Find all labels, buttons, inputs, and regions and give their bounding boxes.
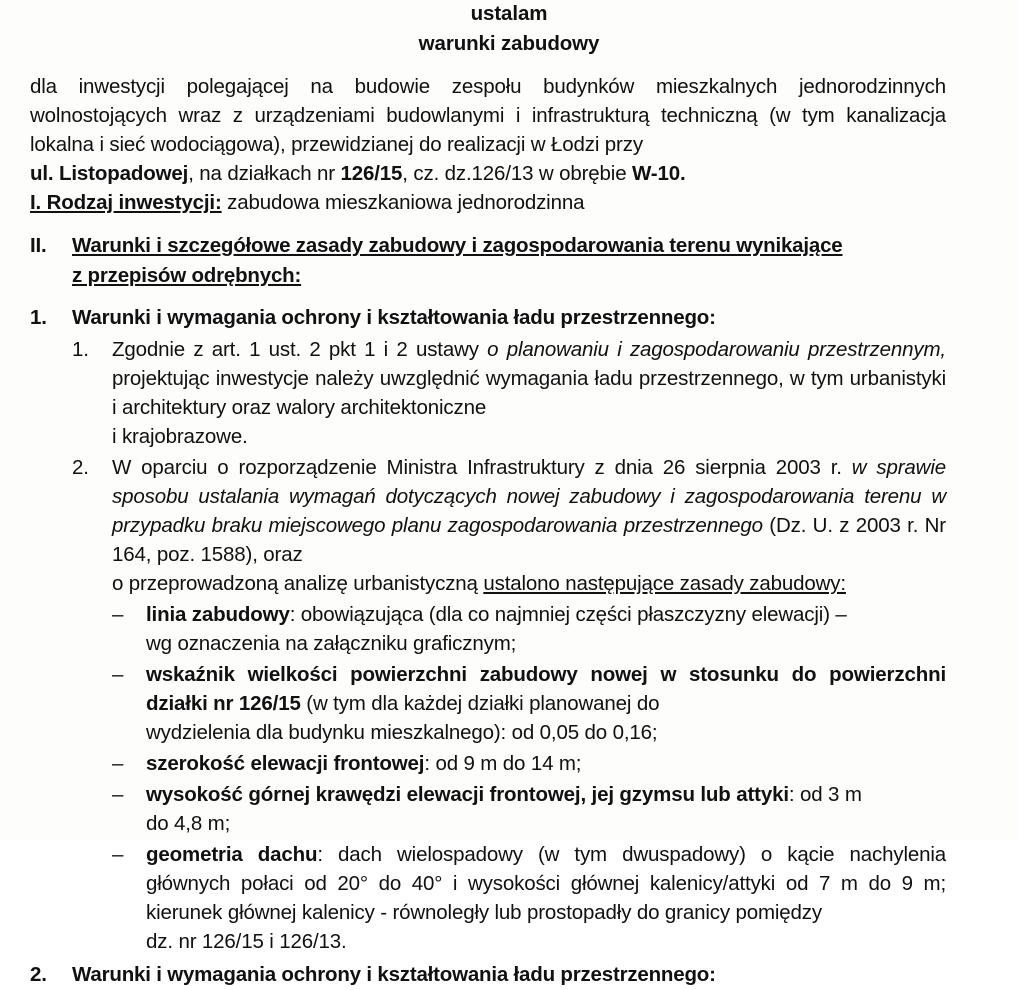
rodzaj-inwestycji-line [30,188,988,217]
item-1-sub-2-marker: 2. [72,456,89,479]
sub-2-underlined-phrase: ustalono następujące zasady zabudowy: [483,572,846,595]
bullet-geometria-dachu [112,840,946,956]
sub-2-part-b: (Dz. U. z 2003 r. Nr 164, poz. 1588), oraz [112,514,946,566]
document-title-line-2: warunki zabudowy [418,32,600,55]
bullet-szerokosc-elewacji-body [146,749,946,778]
clipped-next-item-text: Warunki i wymagania ochrony i kształtowania ładu przestrzennego: [72,963,716,986]
intro-line-2: wolnostojących wraz z urządzeniami budowlanymi i infrastrukturą techniczną (w tym [30,104,835,127]
sub-1-part-a: Zgodnie z art. 1 ust. 2 pkt 1 i 2 ustawy [112,338,488,361]
bullet-wysokosc-krawedzi-body [146,780,946,838]
sub-2-italic-citation: w sprawie sposobu ustalania wymagań dotyczących nowej zabudowy i zagospodarowania terenu w przypadku braku miejscowego planu zagospodarowania przestrzennego [112,456,946,537]
item-1-sub-1 [72,335,946,451]
bullet-wskaznik-wielkosci-label: wskaźnik wielkości powierzchni zabudowy nowej w stosunku do powierzchni działki nr 126/15 [146,663,946,715]
intro-line-4-mid-2: , cz. dz.126/13 w obrębie [402,162,632,185]
section-ii-line-2: z przepisów odrębnych: [72,264,302,287]
item-1-marker: 1. [30,306,47,329]
bullet-wysokosc-krawedzi-last: do 4,8 m; [146,812,231,835]
bullet-linia-zabudowy-body [146,600,946,658]
bullet-geometria-dachu-label: geometria dachu [146,843,318,866]
item-1-sub-2 [72,453,946,598]
bullet-linia-zabudowy-label: linia zabudowy [146,603,290,626]
dash-marker: – [112,603,124,626]
bullet-geometria-dachu-body [146,840,946,956]
street-name: ul. Listopadowej [30,162,189,185]
bullet-wysokosc-krawedzi-text: : od 3 m [788,783,862,806]
bullet-wysokosc-krawedzi-label: wysokość górnej krawędzi elewacji frontowej, jej gzymsu lub attyki [146,783,789,806]
sub-1-part-c: i krajobrazowe. [112,425,248,448]
bullet-wskaznik-wielkosci-text: (w tym dla każdej działki planowanej do [300,692,660,715]
bullet-linia-zabudowy-last: wg oznaczenia na załączniku graficznym; [146,632,517,655]
bullet-wskaznik-wielkosci-body [146,660,946,747]
section-ii-marker: II. [30,234,47,257]
bullet-geometria-dachu-last: dz. nr 126/15 i 126/13. [146,930,347,953]
intro-line-4 [30,159,988,188]
sub-2-part-c-line [112,569,946,598]
obreb-code: W-10. [632,162,686,185]
section-ii [30,231,948,291]
bullet-szerokosc-elewacji [112,749,946,778]
item-1-heading: Warunki i wymagania ochrony i kształtowania ładu przestrzennego: [72,306,716,329]
document-title-line-1: ustalam [470,2,548,25]
item-1 [30,303,948,333]
bullet-wskaznik-wielkosci [112,660,946,747]
bullet-wskaznik-wielkosci-last: wydzielenia dla budynku mieszkalnego): od 0,05 do 0,16; [146,721,658,744]
bullet-wysokosc-krawedzi [112,780,946,838]
rodzaj-inwestycji-label: I. Rodzaj inwestycji: [30,191,222,214]
dash-marker: – [112,843,124,866]
sub-2-part-c: o przeprowadzoną analizę urbanistyczną [112,572,484,595]
intro-line-4-mid: , na działkach nr [188,162,341,185]
rodzaj-inwestycji-value: zabudowa mieszkaniowa jednorodzinna [221,191,585,214]
item-1-sub-1-marker: 1. [72,338,89,361]
bullet-szerokosc-elewacji-text: : od 9 m do 14 m; [424,752,582,775]
bullet-szerokosc-elewacji-label: szerokość elewacji frontowej [146,752,425,775]
item-1-sub-2-body [112,453,946,598]
sub-2-part-a: W oparciu o rozporządzenie Ministra Infrastruktury z dnia 26 sierpnia 2003 r. [112,456,852,479]
bullet-linia-zabudowy [112,600,946,658]
dash-marker: – [112,663,124,686]
bullet-linia-zabudowy-text: : obowiązująca (dla co najmniej części płaszczyzny elewacji) – [289,603,847,626]
intro-paragraph [30,72,946,159]
item-1-sub-1-body [112,335,946,451]
section-ii-line-1: Warunki i szczegółowe zasady zabudowy i zagospodarowania terenu wynikające [72,234,843,257]
dash-marker: – [112,752,124,775]
sub-1-italic-citation: o planowaniu i zagospodarowaniu przestrzennym, [487,338,946,361]
sub-1-part-b: projektując inwestycje należy uwzględnić wymagania ładu przestrzennego, w tym urbanistyki i architektury oraz walory architektoniczne [112,367,946,419]
bullet-geometria-dachu-text: : dach wielospadowy (w tym dwuspadowy) o kącie nachylenia głównych połaci od 20° do 40° i wysokości głównej kalenicy/attyki od 7 m do 9 m; kierunek głównej kalenicy - równoległy lub prostopadły do granicy pomiędzy [146,843,947,924]
section-ii-heading [72,231,948,291]
clipped-next-item-marker: 2. [30,963,47,986]
intro-line-1: dla inwestycji polegającej na budowie zespołu budynków mieszkalnych jednorodzinnych [30,75,946,98]
dash-marker: – [112,783,124,806]
intro-line-3: kanalizacja lokalna i sieć wodociągowa), przewidzianej do realizacji w Łodzi przy [30,104,946,156]
clipped-next-item [30,960,948,986]
parcel-number: 126/15 [340,162,403,185]
